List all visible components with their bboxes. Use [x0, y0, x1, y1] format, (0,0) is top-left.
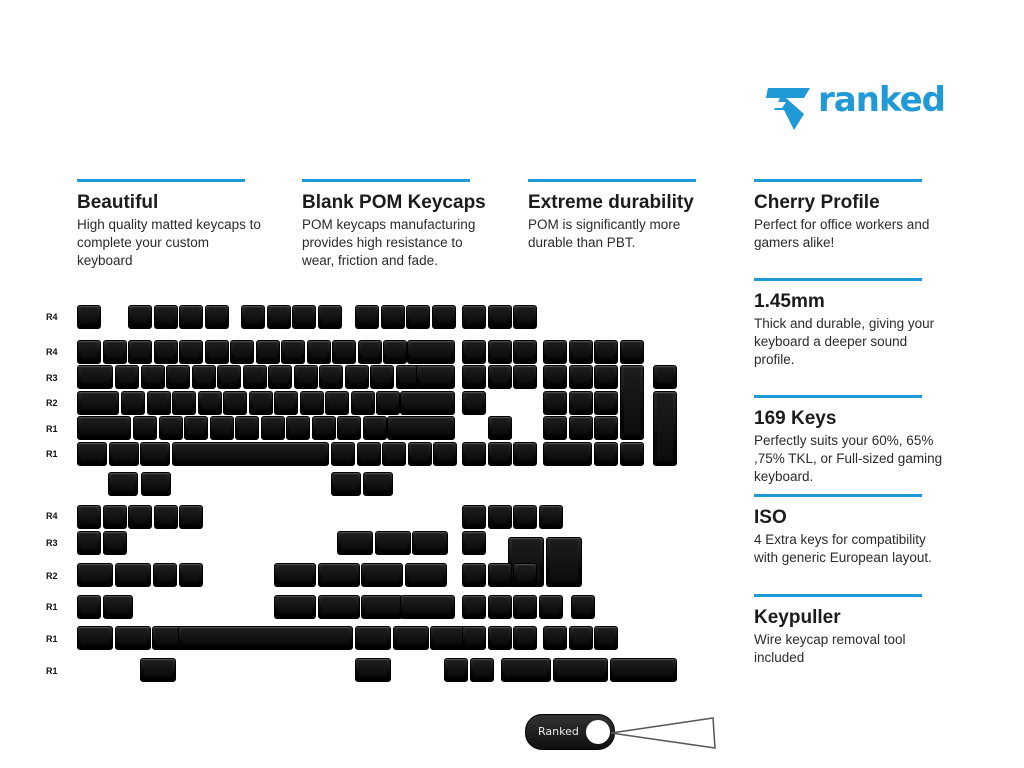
keycap	[179, 340, 203, 364]
keycap	[594, 626, 618, 650]
accent-divider	[754, 494, 922, 497]
keycap	[115, 365, 139, 389]
keycap	[77, 531, 101, 555]
keycap	[543, 340, 567, 364]
feature-keypuller	[754, 594, 944, 667]
keycap	[376, 391, 400, 415]
keycap	[103, 340, 127, 364]
keycap	[274, 595, 316, 619]
keycap	[594, 340, 618, 364]
keycap	[488, 340, 512, 364]
accent-divider	[754, 395, 922, 398]
row-label: R2	[46, 398, 58, 408]
keycap	[488, 365, 512, 389]
feature-text: Wire keycap removal tool included	[754, 632, 906, 665]
row-label: R1	[46, 634, 58, 644]
keycap	[179, 505, 203, 529]
keycap	[77, 595, 101, 619]
keycap	[159, 416, 183, 440]
keycap	[318, 305, 342, 329]
feature-iso	[754, 494, 944, 567]
keycap	[115, 563, 151, 587]
keycap	[274, 391, 298, 415]
keycap	[103, 531, 127, 555]
keycap	[115, 626, 151, 650]
feature-title: ISO	[754, 507, 787, 528]
keycap	[488, 626, 512, 650]
keycap	[381, 305, 405, 329]
keycap	[620, 442, 644, 466]
keypuller-handle	[525, 714, 615, 750]
keycap	[433, 442, 457, 466]
feature-title: Beautiful	[77, 192, 159, 213]
feature-title: 169 Keys	[754, 408, 837, 429]
keycap	[462, 305, 486, 329]
keycap	[620, 340, 644, 364]
keycap	[351, 391, 375, 415]
keycap	[103, 505, 127, 529]
keycap	[594, 391, 618, 415]
feature-text: High quality matted keycaps to complete your custom keyboard	[77, 217, 261, 268]
keycap	[337, 416, 361, 440]
keycap	[230, 340, 254, 364]
keycap	[569, 365, 593, 389]
keycap	[462, 505, 486, 529]
keycap	[300, 391, 324, 415]
keycap	[543, 365, 567, 389]
keycap	[77, 563, 113, 587]
keycap	[108, 472, 138, 496]
feature-text: POM is significantly more durable than PBT.	[528, 217, 681, 250]
keycap	[318, 563, 360, 587]
feature-title: Extreme durability	[528, 192, 694, 213]
feature-thickness	[754, 278, 944, 369]
row-label: R3	[46, 373, 58, 383]
keycap	[205, 305, 229, 329]
keycap	[153, 563, 177, 587]
brand-name: ranked	[818, 80, 946, 120]
keycap	[331, 472, 361, 496]
row-label: R4	[46, 511, 58, 521]
keycap	[393, 626, 429, 650]
row-label: R4	[46, 347, 58, 357]
feature-title: 1.45mm	[754, 291, 825, 312]
keypuller-wire-icon	[609, 716, 717, 750]
keycap	[513, 442, 537, 466]
keycap	[653, 365, 677, 389]
keycap	[140, 442, 170, 466]
ranked-logo-icon	[764, 84, 816, 132]
keycap	[128, 305, 152, 329]
keypuller-ring	[586, 720, 610, 744]
keycap	[345, 365, 369, 389]
keycap	[488, 505, 512, 529]
feature-text: Thick and durable, giving your keyboard a deeper sound profile.	[754, 316, 935, 367]
keycap	[361, 595, 403, 619]
keycap	[513, 505, 537, 529]
keycap	[569, 416, 593, 440]
keycap	[408, 442, 432, 466]
keycap	[594, 442, 618, 466]
keycap	[488, 563, 512, 587]
keycap	[355, 658, 391, 682]
keycap	[268, 365, 292, 389]
keypuller-brand: Ranked	[538, 725, 579, 738]
keycap	[416, 365, 455, 389]
keycap	[77, 626, 113, 650]
keycap	[172, 442, 329, 466]
keycap	[375, 531, 411, 555]
keycap	[432, 305, 456, 329]
feature-title: Keypuller	[754, 607, 841, 628]
keycap	[569, 391, 593, 415]
accent-divider	[754, 179, 922, 182]
keycap	[166, 365, 190, 389]
keycap	[325, 391, 349, 415]
keycap	[128, 505, 152, 529]
keycap	[569, 626, 593, 650]
keycap	[488, 305, 512, 329]
keycap	[488, 442, 512, 466]
feature-title: Cherry Profile	[754, 192, 880, 213]
keycap	[382, 442, 406, 466]
row-label: R1	[46, 666, 58, 676]
keycap	[274, 563, 316, 587]
feature-text: 4 Extra keys for compatibility with generic European layout.	[754, 532, 932, 565]
keycap	[154, 305, 178, 329]
keycap	[543, 626, 567, 650]
keycap	[407, 340, 455, 364]
keycap	[405, 563, 447, 587]
feature-text: POM keycaps manufacturing provides high resistance to wear, friction and fade.	[302, 217, 476, 268]
keycap	[77, 416, 131, 440]
keycap	[444, 658, 468, 682]
row-label: R1	[46, 449, 58, 459]
keycap	[312, 416, 336, 440]
keycap	[513, 563, 537, 587]
keycap	[357, 442, 381, 466]
keycap	[319, 365, 343, 389]
feature-cherry-profile	[754, 179, 944, 252]
keycap	[387, 416, 455, 440]
keycap	[140, 658, 176, 682]
keycap	[292, 305, 316, 329]
keycap	[543, 416, 567, 440]
keycap	[653, 391, 677, 466]
keycap	[179, 305, 203, 329]
keycap	[267, 305, 291, 329]
keycap	[462, 563, 486, 587]
keycap	[462, 391, 486, 415]
keycap	[430, 626, 466, 650]
keycap	[318, 595, 360, 619]
keycap	[358, 340, 382, 364]
keycap	[281, 340, 305, 364]
keycap	[210, 416, 234, 440]
keycap	[331, 442, 355, 466]
keycap	[179, 563, 203, 587]
keycap	[294, 365, 318, 389]
feature-text: Perfect for office workers and gamers alike!	[754, 217, 930, 250]
keycap	[370, 365, 394, 389]
keycap	[412, 531, 448, 555]
keycap	[553, 658, 608, 682]
keycap	[361, 563, 403, 587]
feature-text: Perfectly suits your 60%, 65% ,75% TKL, or Full-sized gaming keyboard.	[754, 433, 943, 484]
keycap	[488, 595, 512, 619]
keycap	[513, 365, 537, 389]
keycap	[470, 658, 494, 682]
keycap	[546, 537, 582, 587]
keycap	[355, 305, 379, 329]
feature-title: Blank POM Keycaps	[302, 192, 486, 213]
keycap	[462, 595, 486, 619]
accent-divider	[754, 278, 922, 281]
keycap	[488, 416, 512, 440]
keycap	[261, 416, 285, 440]
feature-key-count	[754, 395, 944, 486]
keycap	[141, 472, 171, 496]
keycap	[462, 365, 486, 389]
keycap	[594, 416, 618, 440]
accent-divider	[754, 594, 922, 597]
keycap	[235, 416, 259, 440]
keycap	[355, 626, 391, 650]
row-label: R3	[46, 538, 58, 548]
keycap	[121, 391, 145, 415]
keycap	[513, 595, 537, 619]
keycap	[77, 505, 101, 529]
keycap	[77, 391, 119, 415]
keypuller-image	[525, 714, 717, 750]
keycap	[400, 391, 455, 415]
keycap	[462, 340, 486, 364]
keycap	[217, 365, 241, 389]
keycap	[243, 365, 267, 389]
keycap	[569, 340, 593, 364]
keycap	[406, 305, 430, 329]
keycap	[154, 505, 178, 529]
keycap	[256, 340, 280, 364]
keycap	[77, 340, 101, 364]
keycap	[363, 472, 393, 496]
keycap	[184, 416, 208, 440]
row-label: R1	[46, 602, 58, 612]
brand-logo	[764, 80, 946, 132]
keycap	[594, 365, 618, 389]
keycap	[147, 391, 171, 415]
keycap	[192, 365, 216, 389]
keycap	[332, 340, 356, 364]
keycap	[462, 531, 486, 555]
keycap	[539, 505, 563, 529]
keycap	[133, 416, 157, 440]
keycap	[513, 305, 537, 329]
keycap	[109, 442, 139, 466]
keycap	[178, 626, 353, 650]
keycap	[610, 658, 677, 682]
keycap	[337, 531, 373, 555]
keycap	[543, 391, 567, 415]
keycap	[400, 595, 455, 619]
keycap	[198, 391, 222, 415]
keycap	[77, 305, 101, 329]
keycap	[154, 340, 178, 364]
keycap	[363, 416, 387, 440]
keycap	[571, 595, 595, 619]
keycap	[77, 442, 107, 466]
keycap	[103, 595, 133, 619]
keycap	[543, 442, 592, 466]
keycap	[513, 626, 537, 650]
keycap	[501, 658, 551, 682]
keycap	[539, 595, 563, 619]
keycap	[286, 416, 310, 440]
keycap	[462, 442, 486, 466]
keycap	[307, 340, 331, 364]
keycap	[141, 365, 165, 389]
keycap	[249, 391, 273, 415]
keycap	[128, 340, 152, 364]
keycap	[172, 391, 196, 415]
keycap	[77, 365, 113, 389]
row-label: R4	[46, 312, 58, 322]
row-label: R2	[46, 571, 58, 581]
keycap	[241, 305, 265, 329]
keycap	[383, 340, 407, 364]
keycap	[223, 391, 247, 415]
keycap	[513, 340, 537, 364]
keycap	[620, 365, 644, 440]
row-label: R1	[46, 424, 58, 434]
keycap	[205, 340, 229, 364]
keycap	[462, 626, 486, 650]
